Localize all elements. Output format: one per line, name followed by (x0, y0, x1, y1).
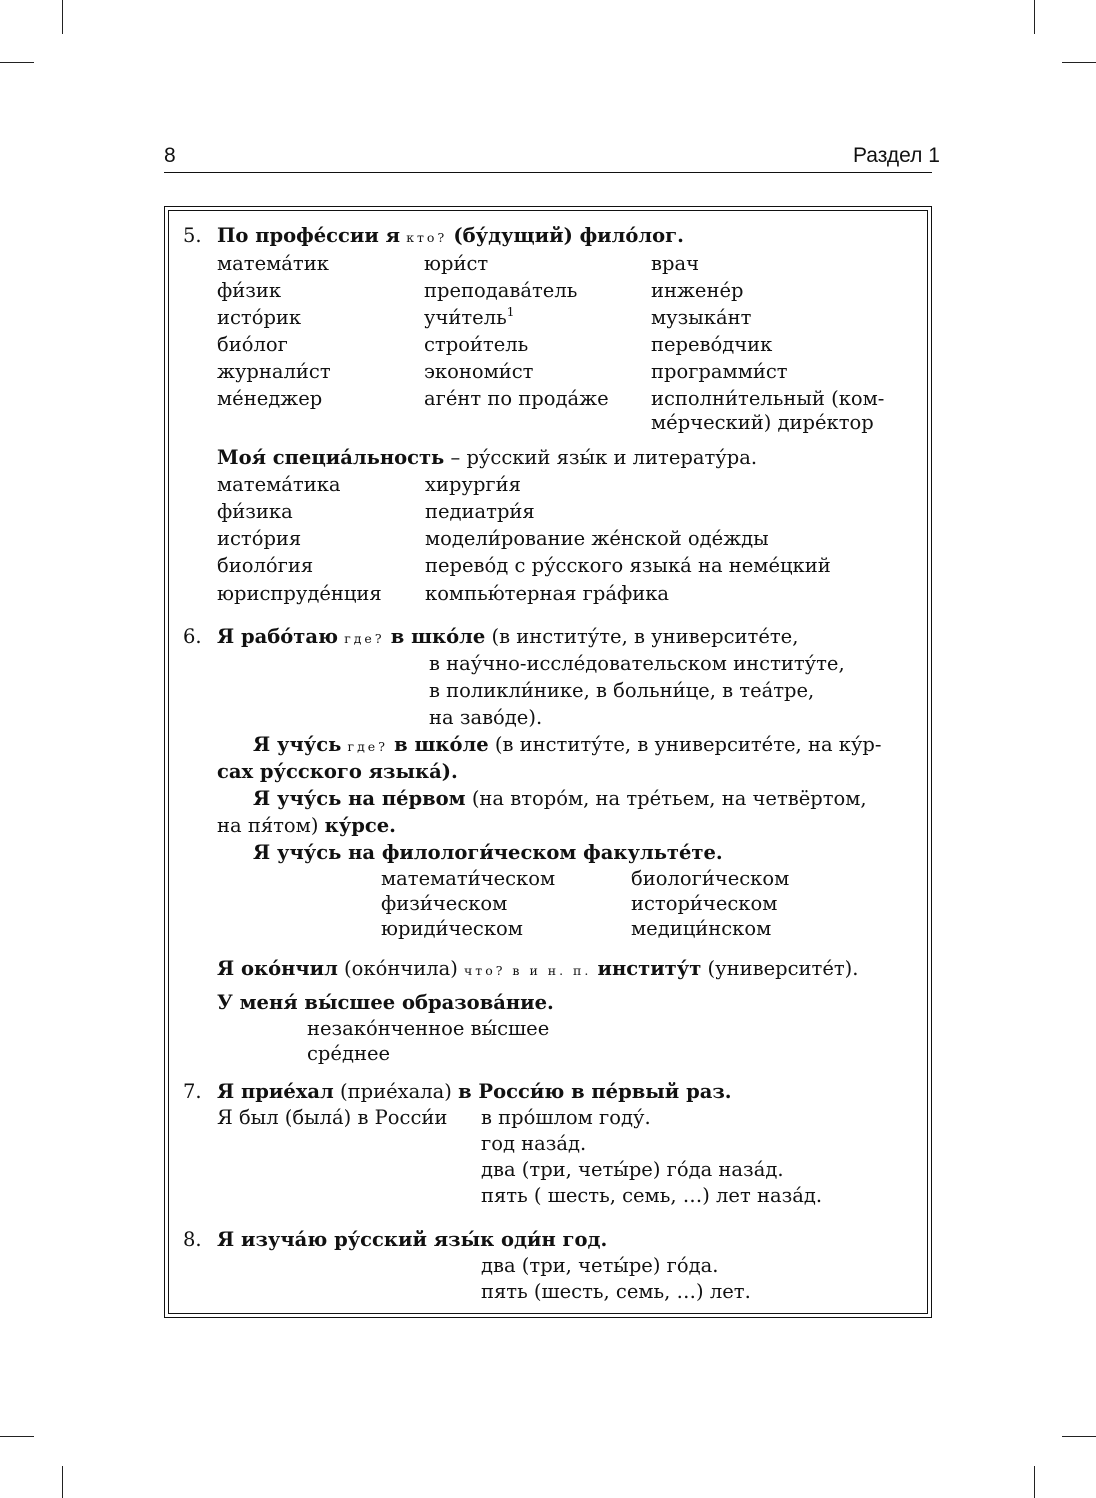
list-item: истори́ческом (631, 892, 778, 915)
list-item: аге́нт по прода́же (424, 387, 609, 410)
crop-mark (1062, 1436, 1096, 1437)
crop-mark (1062, 62, 1096, 63)
crop-mark (1034, 1466, 1035, 1498)
list-item: исполни́тельный (ком- (651, 387, 885, 410)
plain-text: (око́нчила) (344, 957, 458, 980)
arrival-line (217, 1082, 732, 1102)
visit-line: Я был (была́) в Росси́и (217, 1106, 448, 1129)
list-item: в про́шлом году́. (481, 1106, 651, 1129)
header-rule (164, 172, 932, 173)
list-item: преподава́тель (424, 279, 578, 302)
bold-text: (бу́дущий) фило́лог. (453, 224, 684, 247)
item-number: 8. (183, 1228, 202, 1251)
list-item: сре́днее (307, 1042, 391, 1065)
bold-text: ку́рсе. (324, 814, 396, 837)
list-item: юри́ст (424, 252, 489, 275)
list-item: экономи́ст (424, 360, 534, 383)
crop-mark (62, 0, 63, 34)
plain-text: на пя́том) (217, 814, 319, 837)
list-item: хирурги́я (425, 473, 521, 496)
list-item: биологи́ческом (631, 867, 790, 890)
list-item: юриспруде́нция (217, 582, 382, 605)
item-number: 7. (183, 1080, 202, 1103)
list-item: юриди́ческом (381, 917, 523, 940)
list-item: матема́тика (217, 473, 341, 496)
list-item: исто́рик (217, 306, 302, 329)
bold-text: Моя́ специа́льность (217, 446, 445, 469)
list-item: строи́тель (424, 333, 529, 356)
plain-text: (на второ́м, на тре́тьем, на четвёртом, (471, 787, 867, 810)
education-line: У меня́ вы́сшее образова́ние. (217, 991, 554, 1014)
item-number: 5. (183, 224, 202, 247)
list-item: биоло́гия (217, 554, 314, 577)
study-line: сах ру́сского языка́). (217, 760, 458, 783)
list-item: журнали́ст (217, 360, 331, 383)
list-item: фи́зик (217, 279, 282, 302)
plain-text: (прие́хала) (339, 1080, 452, 1103)
bold-text: Я учу́сь на пе́рвом (253, 787, 466, 810)
list-item: год наза́д. (481, 1132, 587, 1155)
specialty-line (217, 448, 757, 468)
list-item: музыка́нт (651, 306, 752, 329)
list-item: модели́рование же́нской оде́жды (425, 527, 769, 550)
bold-text: в шко́ле (394, 733, 489, 756)
list-item: врач (651, 252, 699, 275)
list-item (424, 305, 515, 329)
question-word: где? (347, 739, 388, 754)
bold-text: в Росси́ю в пе́рвый раз. (458, 1080, 732, 1103)
study-duration-line: Я изуча́ю ру́сский язы́к оди́н год. (217, 1228, 608, 1251)
list-item: математи́ческом (381, 867, 556, 890)
bold-text: По профе́ссии я (217, 224, 400, 247)
page-number: 8 (164, 144, 176, 167)
faculty-line: Я учу́сь на филологи́ческом факульте́те. (253, 841, 723, 864)
work-line: на заво́де). (429, 706, 543, 729)
list-item: два (три, четы́ре) го́да. (481, 1254, 719, 1277)
plain-text: – ру́сский язы́к и литерату́ра. (444, 446, 758, 469)
list-item: незако́нченное вы́сшее (307, 1017, 550, 1040)
bold-text: институ́т (597, 957, 702, 980)
footnote-marker: 1 (506, 305, 515, 319)
list-item: ме́рческий) дире́ктор (651, 411, 874, 434)
list-item: матема́тик (217, 252, 329, 275)
list-item: пять (шесть, семь, …) лет. (481, 1280, 751, 1303)
section-title: Раздел 1 (853, 144, 940, 167)
crop-mark (0, 1436, 34, 1437)
list-item: исто́рия (217, 527, 302, 550)
bold-text: Я учу́сь (253, 733, 342, 756)
list-item: ме́неджер (217, 387, 323, 410)
list-item: био́лог (217, 333, 288, 356)
list-item: физи́ческом (381, 892, 508, 915)
section5-lead (217, 226, 684, 246)
course-line (253, 789, 867, 809)
work-line (217, 627, 798, 647)
list-item: компью́терная гра́фика (425, 582, 670, 605)
crop-mark (62, 1466, 63, 1498)
list-item: пять ( шесть, семь, …) лет наза́д. (481, 1184, 823, 1207)
list-item: медици́нском (631, 917, 772, 940)
question-word: кто? (406, 230, 448, 245)
plain-text: (университе́т). (707, 957, 859, 980)
work-line: в поликли́нике, в больни́це, в теа́тре, (429, 679, 815, 702)
graduation-line (217, 959, 858, 979)
list-item-text: учи́тель (424, 306, 507, 329)
list-item: программи́ст (651, 360, 788, 383)
bold-text: в шко́ле (390, 625, 486, 648)
bold-text: Я рабо́таю (217, 625, 338, 648)
study-line (253, 735, 882, 755)
list-item: фи́зика (217, 500, 293, 523)
course-line (217, 816, 396, 836)
question-word: что? в и н. п. (464, 963, 592, 978)
list-item: педиатри́я (425, 500, 535, 523)
bold-text: Я прие́хал (217, 1080, 334, 1103)
item-number: 6. (183, 625, 202, 648)
crop-mark (0, 62, 34, 63)
list-item: перево́дчик (651, 333, 773, 356)
work-line: в нау́чно-иссле́довательском институ́те, (429, 652, 845, 675)
plain-text: (в институ́те, в университе́те, (491, 625, 799, 648)
plain-text: (в институ́те, в университе́те, на ку́р- (494, 733, 882, 756)
crop-mark (1034, 0, 1035, 34)
bold-text: Я око́нчил (217, 957, 338, 980)
list-item: перево́д с ру́сского языка́ на неме́цкий (425, 554, 831, 577)
list-item: два (три, четы́ре) го́да наза́д. (481, 1158, 784, 1181)
question-word: где? (344, 631, 385, 646)
list-item: инжене́р (651, 279, 744, 302)
